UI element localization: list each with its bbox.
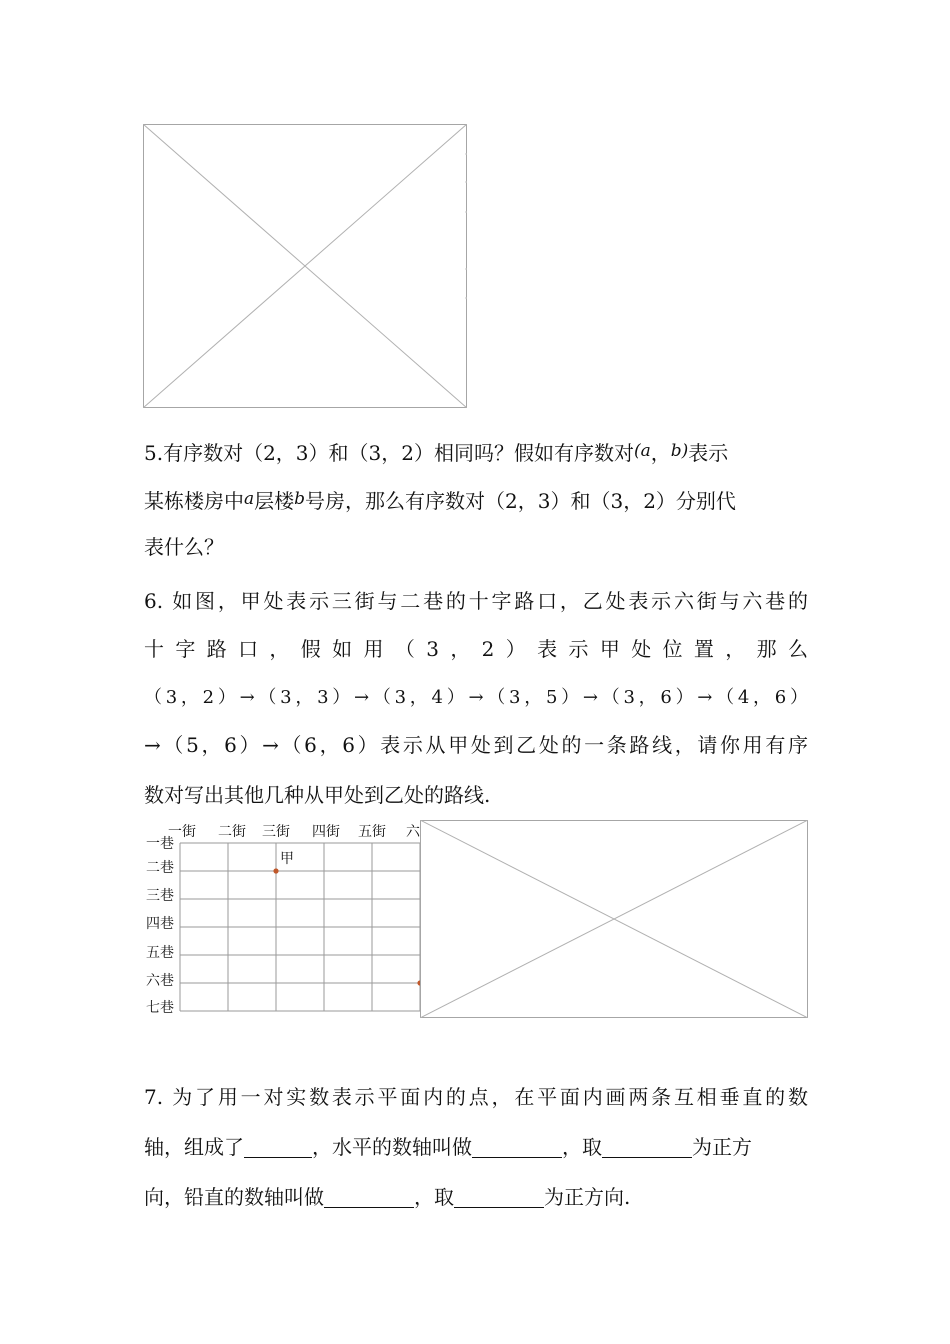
image-placeholder-top [143, 124, 467, 408]
grid-lines [180, 843, 420, 1011]
q7-text: 为正方向. [544, 1185, 631, 1209]
lane-label: 四巷 [146, 916, 174, 932]
answer-blank-x-axis[interactable] [472, 1135, 562, 1158]
street-label: 一街 [168, 824, 196, 840]
q7-text: 轴，组成了 [144, 1135, 244, 1159]
answer-blank-x-direction[interactable] [602, 1135, 692, 1158]
q7-line-2 [144, 1124, 808, 1171]
answer-blank-y-direction[interactable] [454, 1185, 544, 1208]
lane-label: 二巷 [146, 860, 174, 876]
point-jia-marker [273, 868, 278, 873]
lane-label: 六巷 [146, 973, 174, 989]
street-label: 二街 [218, 824, 246, 840]
q5-line-1 [144, 428, 808, 477]
q5-line-3: 表什么？ [144, 535, 224, 559]
q5-text-2b: 层楼 [254, 489, 295, 513]
q7-text: ，取 [562, 1135, 602, 1159]
paren-close: ) [681, 441, 689, 461]
street-label: 五街 [358, 824, 386, 840]
q5-line-2 [144, 476, 808, 525]
q6-line-3: （3，2）→（3，3）→（3，4）→（3，5）→（3，6）→（4，6） [144, 687, 808, 708]
q7-line-1: 7. 为了用一对实数表示平面内的点，在平面内画两条互相垂直的数 [144, 1085, 808, 1109]
street-label: 四街 [312, 824, 340, 840]
q7-line-3 [144, 1174, 808, 1221]
var-a: a [640, 441, 651, 461]
q6-line-1: 6. 如图，甲处表示三街与二巷的十字路口，乙处表示六街与六巷的 [144, 589, 808, 613]
q5-text-2c: 号房，那么有序数对（2，3）和（3，2）分别代 [305, 489, 736, 513]
point-jia-label: 甲 [280, 851, 294, 867]
image-placeholder-map [420, 820, 808, 1018]
lane-label: 一巷 [146, 836, 174, 852]
answer-blank-y-axis[interactable] [324, 1185, 414, 1208]
street-label: 六 [406, 824, 420, 840]
street-grid-svg [140, 818, 430, 1018]
q5-text-2a: 某栋楼房中 [144, 489, 244, 513]
q6-line-5: 数对写出其他几种从甲处到乙处的路线. [144, 783, 491, 807]
var-b: b [670, 441, 682, 461]
paren-open: ( [633, 441, 641, 461]
lane-label: 三巷 [146, 888, 174, 904]
comma: ， [650, 441, 671, 465]
street-grid-figure [140, 818, 430, 1018]
street-label: 三街 [262, 824, 290, 840]
answer-blank-coordinate-system[interactable] [244, 1135, 312, 1158]
q6-line-2: 十字路口，假如用（3，2）表示甲处位置，那么 [144, 637, 808, 661]
q5-text: 5.有序数对（2，3）和（3，2）相同吗？假如有序数对 [144, 441, 634, 465]
var-a-2: a [244, 489, 255, 509]
lane-label: 五巷 [146, 945, 174, 961]
q7-text: 向，铅直的数轴叫做 [144, 1185, 324, 1209]
q6-line-4: →（5，6）→（6，6）表示从甲处到乙处的一条路线，请你用有序 [144, 733, 808, 757]
var-b-2: b [294, 489, 306, 509]
lane-label: 七巷 [146, 1000, 174, 1016]
q5-text-end: 表示 [688, 441, 729, 465]
q7-text: ，水平的数轴叫做 [312, 1135, 472, 1159]
q7-text: 为正方 [692, 1135, 752, 1159]
q7-text: ，取 [414, 1185, 454, 1209]
